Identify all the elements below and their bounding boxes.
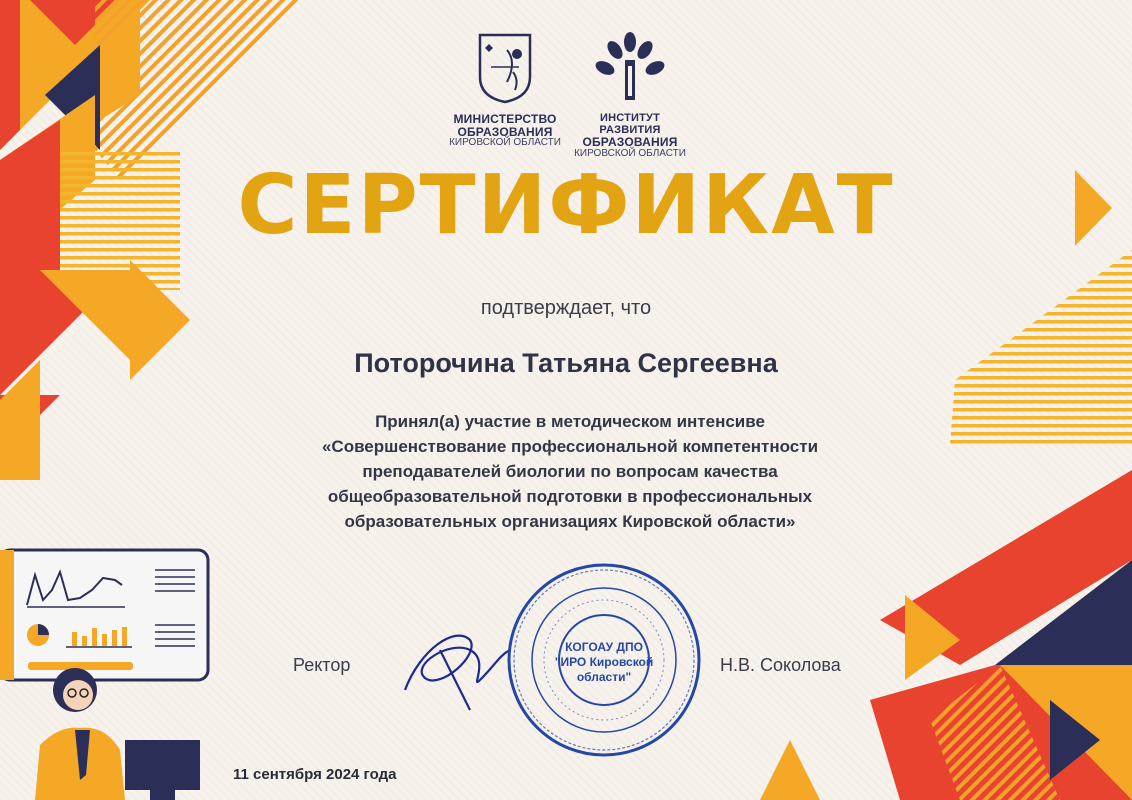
signer-role: Ректор (293, 655, 351, 675)
institute-line3: КИРОВСКОЙ ОБЛАСТИ (574, 147, 686, 159)
tree-logo-icon (595, 30, 665, 102)
stamp-line2: "ИРО Кировской (554, 655, 654, 669)
description-line: преподавателей биологии по вопросам качества (362, 462, 778, 481)
description-line: образовательных организациях Кировской области» (344, 512, 796, 531)
ministry-line2: ОБРАЗОВАНИЯ (457, 124, 553, 139)
recipient-name: Поторочина Татьяна Сергеевна (354, 348, 778, 378)
ministry-line3: КИРОВСКОЙ ОБЛАСТИ (449, 137, 561, 149)
stamp-line1: КОГОАУ ДПО (565, 640, 643, 654)
institute-line2: ОБРАЗОВАНИЯ (582, 135, 678, 150)
description-line: «Совершенствование профессиональной компетентности (321, 437, 819, 456)
description-line: Принял(а) участие в методическом интенсиве (375, 412, 765, 431)
institute-logo-text (570, 113, 690, 159)
ministry-logo-text (440, 113, 570, 149)
confirms-text: подтверждает, что (480, 297, 652, 319)
signer-name: Н.В. Соколова (720, 655, 841, 675)
stamp-line3: области" (576, 670, 632, 684)
institute-line1: ИНСТИТУТ РАЗВИТИЯ (599, 112, 661, 136)
issue-date: 11 сентября 2024 года (233, 766, 397, 783)
certificate-title: СЕРТИФИКАТ (237, 158, 895, 253)
coat-of-arms-icon (477, 32, 533, 104)
stamp-text (548, 640, 660, 685)
ministry-line1: МИНИСТЕРСТВО (453, 112, 557, 126)
description-line: общеобразовательной подготовки в профессиональных (327, 487, 813, 506)
description (270, 409, 870, 534)
